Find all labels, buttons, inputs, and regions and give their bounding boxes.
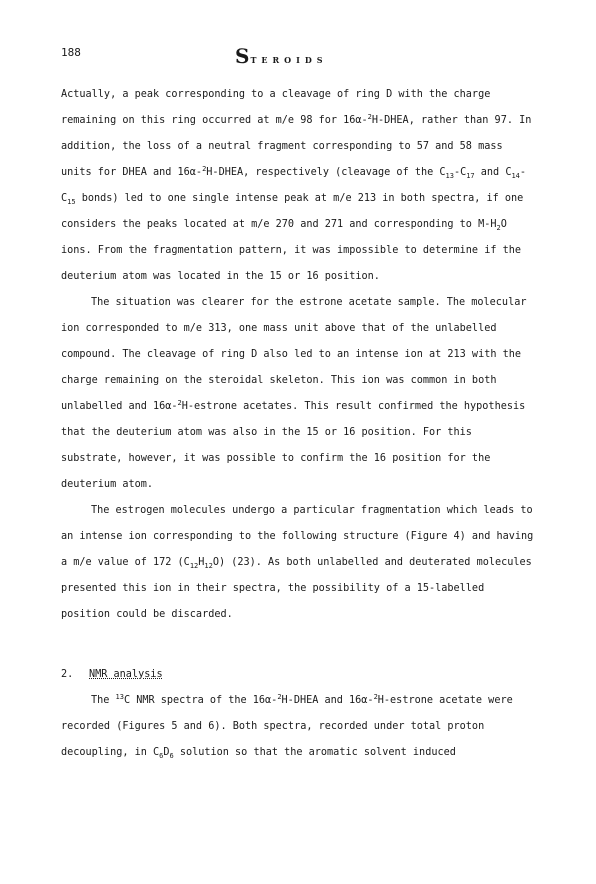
paragraph bbox=[61, 82, 535, 290]
text-run: H-DHEA, respectively (cleavage of the C bbox=[206, 167, 446, 178]
page-number: 188 bbox=[61, 46, 81, 59]
text-run: O) (23). As both unlabelled and deuterated molecules presented this ion in their spectra, the possibility of a 15-labelled position could be discarded. bbox=[61, 557, 532, 620]
text-run: The estrogen molecules undergo a particular fragmentation which leads to an intense ion corresponding to the following structure (Figure 4) and having a m/e value of 172 (C bbox=[61, 505, 534, 568]
text-run: H-estrone acetates. This result confirmed the hypothesis that the deuterium atom was also in the 15 or 16 position. For this substrate, however, it was possible to confirm the 16 position for the deuterium atom. bbox=[61, 401, 526, 490]
subscript: 12 bbox=[189, 562, 199, 570]
text-run: and C bbox=[474, 167, 512, 178]
subscript: 6 bbox=[159, 752, 164, 760]
text-run: -C bbox=[453, 167, 467, 178]
superscript: 2 bbox=[202, 165, 207, 173]
subscript: 2 bbox=[496, 224, 501, 232]
text-run: solution so that the aromatic solvent induced bbox=[173, 747, 456, 758]
subscript: 6 bbox=[169, 752, 174, 760]
page-header bbox=[61, 44, 535, 66]
text-run: -C bbox=[61, 167, 527, 204]
subscript: 13 bbox=[445, 172, 454, 180]
superscript: 2 bbox=[277, 693, 282, 701]
journal-rest: TEROIDS bbox=[250, 55, 328, 65]
superscript: 13 bbox=[115, 693, 124, 701]
text-run: H bbox=[198, 557, 205, 568]
body-text bbox=[61, 82, 535, 766]
superscript: 2 bbox=[177, 399, 182, 407]
text-run: H-DHEA and 16α- bbox=[281, 695, 374, 706]
text-run: D bbox=[163, 747, 170, 758]
text-run: Actually, a peak corresponding to a cleavage of ring D with the charge remaining on this ring occurred at m/e 98 for 16α- bbox=[61, 89, 491, 126]
text-run: The situation was clearer for the estrone acetate sample. The molecular ion corresponded to m/e 313, one mass unit above that of the unlabelled compound. The cleavage of ring D also led to an intense ion at 213 with the charge remaining on the steroidal skeleton. This ion was common in both unlabelled and 16α- bbox=[61, 297, 527, 412]
journal-initial: S bbox=[235, 44, 251, 68]
text-run: H-DHEA, rather than 97. In addition, the loss of a neutral fragment corresponding to 57 and 58 mass units for DHEA and 16α- bbox=[61, 115, 532, 178]
journal-title bbox=[235, 44, 328, 68]
paragraph bbox=[61, 688, 535, 766]
text-run: H-estrone acetate were recorded (Figures 5 and 6). Both spectra, recorded under total proton decoupling, in C bbox=[61, 695, 513, 758]
text-run: bonds) led to one single intense peak at m/e 213 in both spectra, if one considers the peaks located at m/e 270 and 271 and corresponding to M-H bbox=[61, 193, 524, 230]
section-title: NMR analysis bbox=[89, 669, 163, 680]
subscript: 17 bbox=[466, 172, 475, 180]
subscript: 14 bbox=[511, 172, 520, 180]
text-run: The bbox=[91, 695, 116, 706]
text-run: O ions. From the fragmentation pattern, it was impossible to determine if the deuterium atom was located in the 15 or 16 position. bbox=[61, 219, 522, 282]
text-run: C NMR spectra of the 16α- bbox=[123, 695, 278, 706]
section-heading bbox=[61, 662, 535, 688]
superscript: 2 bbox=[367, 113, 372, 121]
subscript: 12 bbox=[204, 562, 213, 570]
paragraph bbox=[61, 498, 535, 628]
subscript: 15 bbox=[67, 198, 76, 206]
paragraph bbox=[61, 290, 535, 498]
section-number: 2. bbox=[61, 669, 74, 680]
superscript: 2 bbox=[373, 693, 378, 701]
